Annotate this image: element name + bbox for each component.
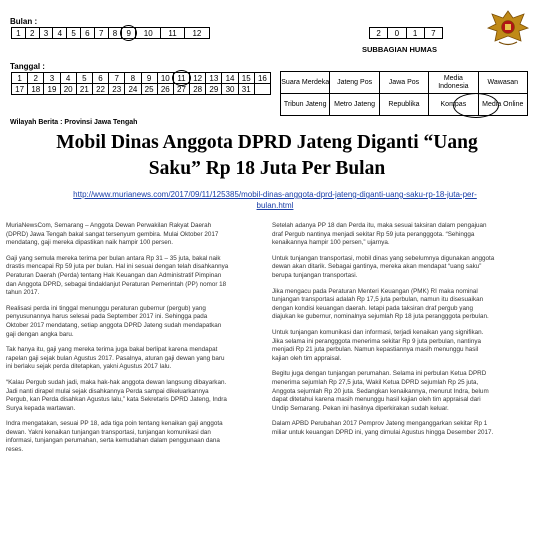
paragraph-line: Pergub, kan Perda disahkan Agustus lalu,” kata Sekretaris DPRD Jateng, Indra [6,396,227,404]
article-paragraph [272,255,530,281]
day-cell: 13 [206,73,222,84]
month-cell: 5 [67,28,81,39]
media-cell: Media Online [478,94,527,116]
day-cell: 16 [254,73,270,84]
paragraph-line: Undip Semarang. Pekan ini hasilnya diperkirakan sudah keluar. [272,404,449,412]
region-label: Wilayah Berita : Provinsi Jawa Tengah [10,119,138,126]
year-digit-cell: 2 [370,28,388,39]
paragraph-line: Anggota sejumlah Rp 20 juta. Sedangkan kenaikannya, menurut Indra, belum [272,387,489,395]
day-cell: 29 [206,84,222,95]
bulan-label: Bulan : [10,17,38,26]
media-cell: Republika [379,94,428,116]
paragraph-line: Gaji yang semula mereka terima per bulan antara Rp 31 – 35 juta, bakal naik [6,254,221,262]
year-digit-cell: 1 [406,28,424,39]
paragraph-line: Tak hanya itu, gaji yang mereka terima juga bakal berlipat karena mendapat [6,346,218,354]
media-cell: Jawa Pos [379,72,428,94]
paragraph-line: (DPRD) Jawa Tengah bakal sangat tersenyum gembira. Mulai Oktober 2017 [6,230,219,238]
paragraph-line: rapelan gaji sejak bulan Agustus 2017. Pasalnya, aturan gaji dewan yang baru [6,354,225,362]
day-cell: 4 [60,73,76,84]
paragraph-line: drastis mencapai Rp 59 juta per bulan. Hal ini sesuai dengan telah disahkannya [6,263,229,271]
media-cell: Media Indonesia [429,72,478,94]
paragraph-line: reses. [6,446,24,454]
day-cell: 6 [92,73,108,84]
paragraph-line: draf Pergub nantinya menjadi sekitar Rp 59 juta perangggota. “Sehingga [272,230,475,238]
article-paragraph [6,255,264,298]
media-cell: Tribun Jateng [281,94,330,116]
year-digit-cell: 0 [388,28,406,39]
article-url-line1[interactable]: http://www.murianews.com/2017/09/11/125385/mobil-dinas-anggota-dprd-jateng-diganti-uang-saku-rp-18-juta-per- [73,190,477,199]
paragraph-line: Jika selama ini perangggota menerima sekitar Rp 9 juta perbulan, nantinya [272,337,481,345]
article-paragraph [6,222,264,248]
day-cell: 26 [157,84,173,95]
day-cell: 18 [28,84,44,95]
paragraph-line: tunjangan transportasi adalah Rp 17,5 juta perbulan, namun itu disesuaikan [272,296,484,304]
day-cell: 21 [76,84,92,95]
day-table [11,72,271,95]
paragraph-line: dengan kondisi keuangan daerah. Ietapi pada taksiran draf pergub yang [272,304,473,312]
article-paragraph [6,305,264,339]
paragraph-line: penyusunannya harus selesai pada September 2017 ini. Sehingga pada [6,313,208,321]
day-cell: 27 [173,84,189,95]
day-cell: 22 [92,84,108,95]
month-cell: 2 [25,28,39,39]
day-cell: 28 [190,84,206,95]
paragraph-line: berupa tunjangan transportasi. [272,271,358,279]
day-cell: 17 [12,84,28,95]
article-paragraph [272,370,530,413]
empty-day-cell [254,84,270,95]
month-cell: 6 [80,28,94,39]
paragraph-line: Begitu juga dengan tunjangan perumahan. Selama ini perbulan Ketua DPRD [272,370,487,378]
day-cell: 15 [238,73,254,84]
paragraph-line: Dalam APBD Perubahan 2017 Pemprov Jateng menganggarkan sekitar Rp 1 [272,420,488,428]
article-paragraph [272,288,530,322]
month-cell: 8 [108,28,122,39]
paragraph-line: kajian oleh tim appraisal. [272,354,342,362]
article-left-column [6,222,264,462]
day-cell: 23 [109,84,125,95]
paragraph-line: dewan. Yakni kenaikan tunjangan transportasi, tunjangan komunikasi dan [6,428,211,436]
article-paragraph [6,379,264,413]
article-title-line1: Mobil Dinas Anggota DPRD Jateng Diganti “Uang [56,132,478,153]
article-paragraph [6,346,264,372]
article-right-column [272,222,530,444]
day-cell: 7 [109,73,125,84]
paragraph-line: diajukan ke gubernur, nominalnya sejumlah Rp 18 juta perangggota perbulan. [272,313,489,321]
paragraph-line: menerima sejumlah Rp 27,5 juta, Wakil Ketua DPRD sejumlah Rp 25 juta, [272,378,479,386]
day-cell: 11 [173,73,189,84]
day-cell: 31 [238,84,254,95]
paragraph-line: gaji dengan angka baru. [6,330,74,338]
day-cell: 5 [76,73,92,84]
day-cell: 25 [141,84,157,95]
day-cell: 8 [125,73,141,84]
month-cell: 10 [136,28,161,39]
day-cell: 20 [60,84,76,95]
article-title-line2: Saku” Rp 18 Juta Per Bulan [148,158,386,179]
paragraph-line: dan Anggota DPRD, sebagai tindaklanjut Peraturan Pemerintah (PP) nomor 18 [6,280,227,288]
month-cell: 7 [94,28,108,39]
paragraph-line: miliar untuk keuangan DPRD ini, yang dimulai Agustus hingga Desember 2017. [272,428,494,436]
month-cell: 9 [122,28,136,39]
article-paragraph [272,329,530,363]
media-cell: Jateng Pos [330,72,379,94]
month-cell: 12 [184,28,209,39]
tanggal-label: Tanggal : [10,62,45,71]
year-digit-cell: 7 [424,28,442,39]
paragraph-line: MuriaNewsCom, Semarang – Anggota Dewan Perwakilan Rakyat Daerah [6,222,212,229]
paragraph-line: Surya kepada wartawan. [6,404,76,412]
day-cell: 1 [12,73,28,84]
paragraph-line: Untuk tunjangan transportasi, mobil dinas yang sebelumnya digunakan anggota [272,254,495,262]
month-cell: 3 [39,28,53,39]
article-paragraph [272,222,530,248]
month-cell: 11 [161,28,185,39]
paragraph-line: Jika mengacu pada Peraturan Menteri Keuangan (PMK) RI maka nominal [272,287,478,295]
paragraph-line: dewan akan ditarik. Sebagai gantinya, mereka akan mendapat “uang saku” [272,263,482,271]
day-cell: 2 [28,73,44,84]
year-table [369,27,443,39]
selected-media-circle [453,93,499,118]
article-paragraph [272,420,530,437]
day-cell: 9 [141,73,157,84]
paragraph-line: Untuk tunjangan komunikasi dan informasi, terjadi kenaikan yang signifikan. [272,328,484,336]
paragraph-line: dapat ditetahui karena masih menunggu hasil kajian oleh tim appraisal dari [272,396,481,404]
day-cell: 10 [157,73,173,84]
month-cell: 4 [53,28,67,39]
day-cell: 3 [44,73,60,84]
article-paragraph [6,420,264,454]
paragraph-line: Indra mengatakan, sesuai PP 18, ada tiga poin tentang kenaikan gaji anggota [6,420,223,428]
day-cell: 19 [44,84,60,95]
department-label: SUBBAGIAN HUMAS [362,45,437,54]
government-emblem-logo [486,8,530,48]
article-url-line2[interactable]: bulan.html [256,201,294,210]
media-cell: Wawasan [478,72,527,94]
media-cell: Metro Jateng [330,94,379,116]
paragraph-line: menjadi Rp 21 juta perbulan. Namun kepastiannya masih menunggu hasil [272,346,479,354]
paragraph-line: Oktober 2017 mendatang, setiap anggota DPRD Jateng sudah mendapatkan [6,321,222,329]
media-cell: Kompas [429,94,478,116]
paragraph-line: kenaikannya hampir 100 persen,” ujarnya. [272,239,390,247]
day-cell: 14 [222,73,238,84]
paragraph-line: “Kalau Pergub sudah jadi, maka hak-hak anggota dewan langsung dibayarkan. [6,378,227,386]
month-table [11,27,210,39]
paragraph-line: informasi, tunjangan perumahan, serta kemudahan dalam penggunaan dana [6,437,220,445]
day-cell: 24 [125,84,141,95]
paragraph-line: ini berlaku sejak perda ditetapkan, yakni Agustus 2017 lalu. [6,363,172,371]
paragraph-line: Setelah adanya PP 18 dan Perda itu, maka sesuai taksiran dalam pengajuan [272,222,487,229]
month-cell: 1 [12,28,26,39]
paragraph-line: mendatang, gaji mereka dipastikan naik hampir 100 persen. [6,239,173,247]
day-cell: 12 [190,73,206,84]
paragraph-line: Peraturan Daerah (Perda) tentang Hak Keuangan dan Administratif Pimpinan [6,271,222,279]
paragraph-line: Realisasi perda ini tinggal menunggu peraturan gubernur (pergub) yang [6,304,206,312]
paragraph-line: Jadi nanti dirapel mulai sejak disahkannya Perda sampai dikeluarkannya [6,387,209,395]
media-cell: Suara Merdeka [281,72,330,94]
paragraph-line: tahun 2017. [6,289,40,297]
day-cell: 30 [222,84,238,95]
